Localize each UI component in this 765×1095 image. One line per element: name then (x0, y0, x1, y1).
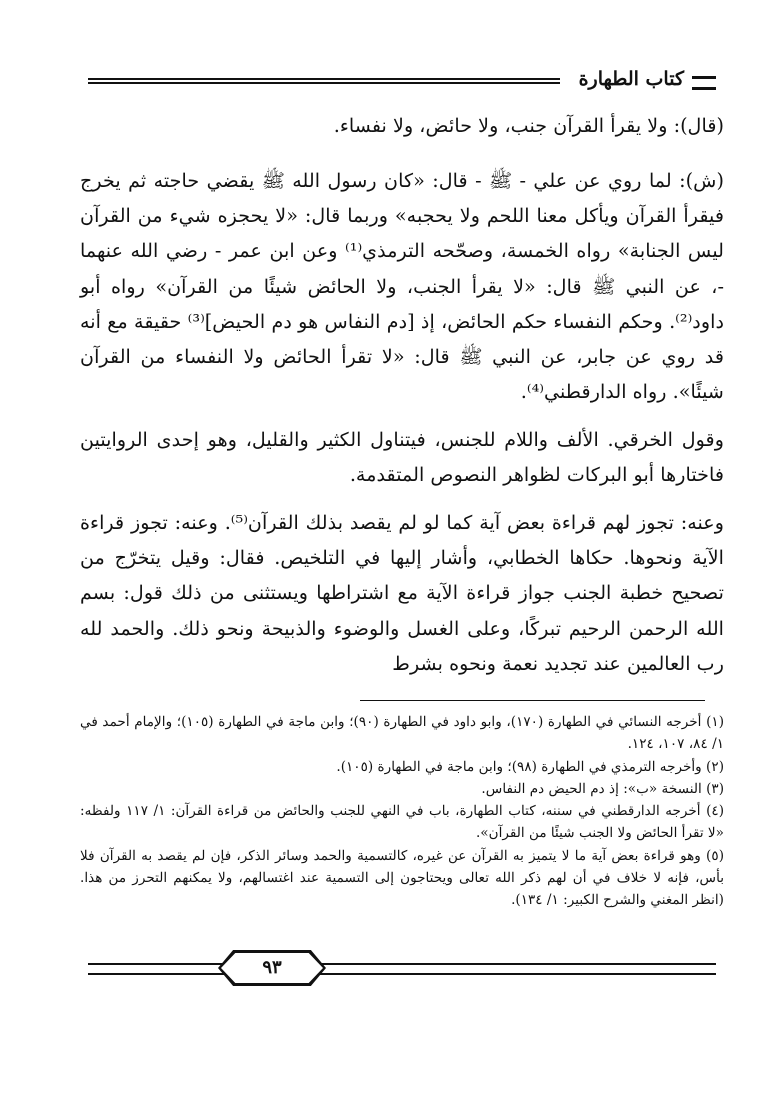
paragraph-sharh: (ش): لما روي عن علي - ﷺ - قال: «كان رسول الله ﷺ يقضي حاجته ثم يخرج فيقرأ القرآن ويأكل معنا اللحم ولا يحجبه» وربما قال: «لا يحجزه شيء من القرآن ليس الجنابة» رواه الخمسة، وصحّحه الترمذي⁽¹⁾ وعن ابن عمر - رضي الله عنهما -، عن النبي ﷺ قال: «لا يقرأ الجنب، ولا الحائض شيئًا من القرآن» رواه أبو داود⁽²⁾. وحكم النفساء حكم الحائض، إذ [دم النفاس هو دم الحيض]⁽³⁾ حقيقة مع أنه قد روي عن جابر، عن النبي ﷺ قال: «لا تقرأ الحائض ولا النفساء من القرآن شيئًا». رواه الدارقطني⁽⁴⁾. (80, 169, 724, 404)
chapter-title: كتاب الطهارة (578, 68, 684, 90)
footnote-5: (٥) وهو قراءة بعض آية ما لا يتميز به القرآن عن غيره، كالتسمية والحمد وسائر الذكر، فإن لم يقصد به القرآن فلا بأس، فإنه لا خلاف في أن لهم ذكر الله تعالى ويحتاجون إلى التسمية عند اغتسالهم، ولا يمكنهم التحرز من هذا. (انظر المغني والشرح الكبير: ١/ ١٣٤). (80, 847, 724, 909)
footnote-1: (١) أخرجه النسائي في الطهارة (١٧٠)، وابو داود في الطهارة (٩٠)؛ وابن ماجة في الطهارة (١٠٥)؛ والإمام أحمد في ١/ ٨٤، ١٠٧، ١٢٤. (80, 714, 724, 753)
footnotes (80, 711, 724, 912)
page-number: ٩٣ (262, 957, 282, 978)
footnote-3: (٣) النسخة «ب»: إذ دم الحيض دم النفاس. (481, 780, 724, 797)
footnote-4: (٤) أخرجه الدارقطني في سننه، كتاب الطهارة، باب في النهي للجنب والحائض من قراءة القرآن: ١/ ١١٧ ولفظه: «لا تقرأ الحائض ولا الجنب شيئًا من القرآن». (80, 803, 724, 842)
page-number-ornament (88, 950, 716, 990)
ornament-line-bottom (88, 973, 716, 975)
header-rule (88, 78, 560, 84)
footnote-2: (٢) وأخرجه الترمذي في الطهارة (٩٨)؛ وابن ماجة في الطهارة (١٠٥). (336, 758, 724, 775)
paragraph-matn: (قال): ولا يقرأ القرآن جنب، ولا حائض، ولا نفساء. (333, 114, 724, 137)
running-header (88, 70, 716, 94)
paragraph-riwaya: وعنه: تجوز لهم قراءة بعض آية كما لو لم يقصد بذلك القرآن⁽⁵⁾. وعنه: تجوز قراءة الآية ونحوها. حكاها الخطابي، وأشار إليها في التلخيص. فقال: وقيل يتخرّج من تصحيح خطبة الجنب جواز قراءة الآية مع اشتراطها ويستثنى من ذلك قول: بسم الله الرحمن الرحيم تبركًا، وعلى الغسل والوضوء والذبيحة ونحو ذلك. والحمد لله رب العالمين عند تجديد نعمة ونحوه بشرط (80, 511, 724, 675)
ornament-line-top (88, 963, 716, 965)
header-bars (692, 76, 716, 90)
footnote-separator (360, 700, 705, 701)
paragraph-kharaqi: وقول الخرقي. الألف واللام للجنس، فيتناول الكثير والقليل، وهو إحدى الروايتين فاختارها أبو البركات لظواهر النصوص المتقدمة. (80, 428, 724, 487)
